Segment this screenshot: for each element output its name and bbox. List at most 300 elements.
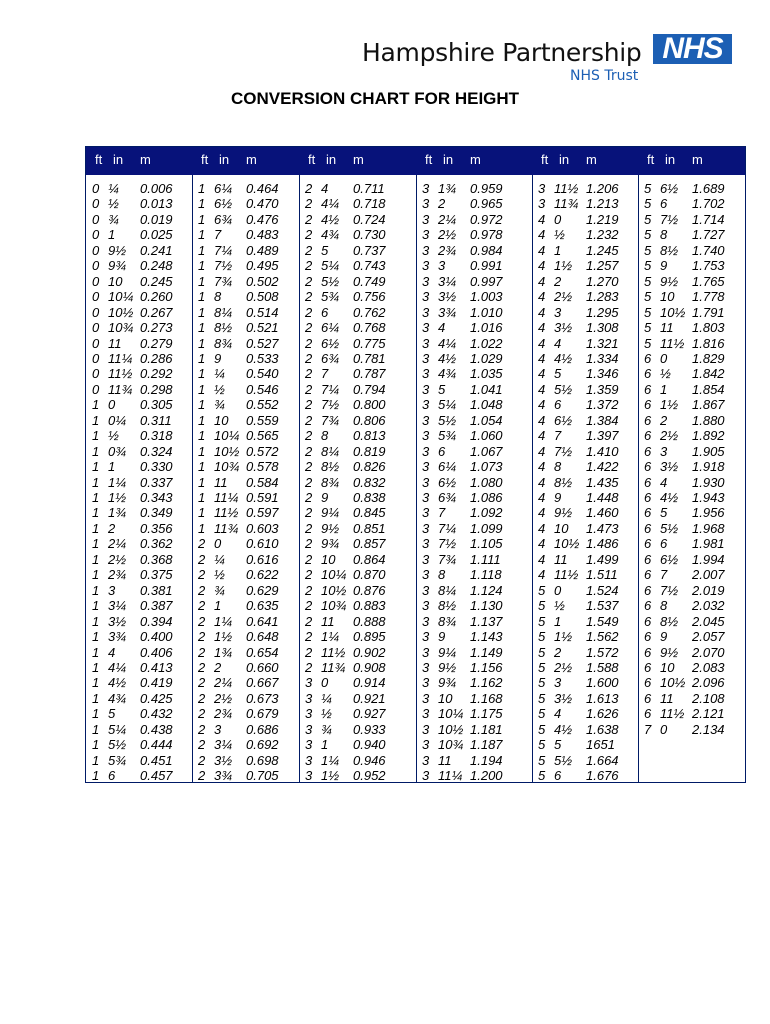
cell-m: 0.641 bbox=[246, 613, 279, 629]
cell-ft: 1 bbox=[92, 659, 100, 675]
cell-in: 4¾ bbox=[438, 366, 457, 382]
cell-in: 10¾ bbox=[108, 320, 134, 336]
table-row bbox=[86, 351, 192, 367]
cell-ft: 1 bbox=[198, 520, 206, 536]
cell-in: 5½ bbox=[321, 273, 340, 289]
cell-in: 10¾ bbox=[214, 459, 240, 475]
cell-ft: 3 bbox=[422, 474, 430, 490]
table-row bbox=[532, 305, 638, 321]
cell-m: 1.562 bbox=[586, 629, 619, 645]
table-row bbox=[532, 706, 638, 722]
cell-in: 2½ bbox=[554, 289, 573, 305]
cell-ft: 6 bbox=[644, 551, 652, 567]
table-row bbox=[86, 397, 192, 413]
cell-ft: 1 bbox=[92, 551, 100, 567]
cell-in: 7½ bbox=[660, 211, 679, 227]
table-row bbox=[532, 753, 638, 769]
cell-ft: 1 bbox=[92, 644, 100, 660]
cell-m: 1.994 bbox=[692, 551, 725, 567]
cell-m: 2.032 bbox=[692, 598, 725, 614]
cell-in: 2 bbox=[660, 412, 668, 428]
cell-ft: 4 bbox=[538, 350, 546, 366]
table-row bbox=[532, 737, 638, 753]
cell-m: 1.435 bbox=[586, 474, 619, 490]
table-row bbox=[86, 289, 192, 305]
cell-in: 10½ bbox=[321, 582, 347, 598]
cell-ft: 1 bbox=[198, 211, 206, 227]
table-row bbox=[86, 536, 192, 552]
cell-m: 1.359 bbox=[586, 381, 619, 397]
cell-ft: 3 bbox=[422, 690, 430, 706]
table-row bbox=[299, 336, 416, 352]
cell-m: 0.991 bbox=[470, 258, 503, 274]
cell-in: 4¼ bbox=[438, 335, 457, 351]
cell-ft: 5 bbox=[644, 227, 652, 243]
cell-in: 5¼ bbox=[321, 258, 340, 274]
cell-m: 0.597 bbox=[246, 505, 279, 521]
cell-m: 2.134 bbox=[692, 721, 725, 737]
table-row bbox=[299, 366, 416, 382]
table-row bbox=[299, 243, 416, 259]
table-row bbox=[299, 614, 416, 630]
cell-m: 0.489 bbox=[246, 242, 279, 258]
cell-m: 1.486 bbox=[586, 536, 619, 552]
cell-in: 2 bbox=[554, 644, 562, 660]
cell-m: 0.800 bbox=[353, 397, 386, 413]
cell-in: 11 bbox=[554, 551, 568, 567]
cell-in: 8½ bbox=[660, 613, 679, 629]
cell-in: 1½ bbox=[321, 768, 340, 784]
cell-in: 4½ bbox=[554, 350, 573, 366]
cell-m: 1.549 bbox=[586, 613, 619, 629]
cell-m: 1.010 bbox=[470, 304, 503, 320]
table-row bbox=[86, 552, 192, 568]
cell-m: 0.375 bbox=[140, 567, 173, 583]
cell-ft: 3 bbox=[422, 366, 430, 382]
cell-m: 0.330 bbox=[140, 459, 173, 475]
cell-m: 1.206 bbox=[586, 181, 619, 196]
cell-ft: 2 bbox=[305, 474, 313, 490]
cell-ft: 3 bbox=[305, 737, 313, 753]
table-row bbox=[299, 181, 416, 197]
cell-ft: 2 bbox=[198, 690, 206, 706]
cell-ft: 2 bbox=[198, 706, 206, 722]
cell-ft: 2 bbox=[305, 490, 313, 505]
header-m-label: m bbox=[470, 152, 481, 167]
cell-ft: 0 bbox=[92, 196, 100, 212]
cell-ft: 5 bbox=[538, 690, 546, 706]
cell-m: 1.067 bbox=[470, 443, 503, 459]
cell-in: 8 bbox=[214, 289, 222, 305]
table-row bbox=[638, 614, 747, 630]
cell-in: 4 bbox=[660, 474, 668, 490]
cell-in: ½ bbox=[214, 567, 225, 583]
table-row bbox=[86, 305, 192, 321]
cell-m: 0.826 bbox=[353, 459, 386, 475]
cell-in: 10 bbox=[660, 659, 675, 675]
table-row bbox=[532, 243, 638, 259]
table-row bbox=[192, 598, 299, 614]
cell-m: 1.194 bbox=[470, 752, 503, 768]
table-row bbox=[86, 196, 192, 212]
cell-ft: 0 bbox=[92, 289, 100, 305]
cell-in: 1 bbox=[214, 598, 222, 614]
table-row bbox=[638, 598, 747, 614]
cell-m: 1.572 bbox=[586, 644, 619, 660]
cell-m: 0.267 bbox=[140, 304, 173, 320]
cell-in: 10¼ bbox=[108, 289, 134, 305]
cell-ft: 5 bbox=[644, 335, 652, 351]
cell-in: ¼ bbox=[321, 690, 332, 706]
cell-m: 0.997 bbox=[470, 273, 503, 289]
cell-m: 1.892 bbox=[692, 428, 725, 444]
table-row bbox=[532, 475, 638, 491]
cell-m: 0.679 bbox=[246, 706, 279, 722]
cell-in: 1½ bbox=[214, 629, 233, 645]
cell-ft: 6 bbox=[644, 706, 652, 722]
cell-m: 0.756 bbox=[353, 289, 386, 305]
table-row bbox=[299, 397, 416, 413]
cell-ft: 1 bbox=[198, 258, 206, 274]
table-row bbox=[416, 722, 532, 738]
cell-m: 0.019 bbox=[140, 211, 173, 227]
table-row bbox=[416, 227, 532, 243]
cell-ft: 6 bbox=[644, 397, 652, 413]
cell-ft: 3 bbox=[422, 567, 430, 583]
cell-in: 11½ bbox=[660, 335, 685, 351]
cell-m: 2.083 bbox=[692, 659, 725, 675]
cell-in: 1¾ bbox=[214, 644, 233, 660]
table-row bbox=[416, 567, 532, 583]
cell-in: 4¾ bbox=[321, 227, 340, 243]
cell-ft: 3 bbox=[305, 706, 313, 722]
cell-in: 4¾ bbox=[108, 690, 127, 706]
table-row bbox=[192, 212, 299, 228]
cell-ft: 2 bbox=[198, 659, 206, 675]
cell-m: 0.603 bbox=[246, 520, 279, 536]
cell-in: 6¼ bbox=[214, 181, 233, 196]
table-row bbox=[416, 351, 532, 367]
table-row bbox=[299, 490, 416, 506]
cell-in: 5½ bbox=[108, 737, 127, 753]
cell-m: 0.387 bbox=[140, 598, 173, 614]
cell-m: 1.105 bbox=[470, 536, 503, 552]
cell-m: 0.813 bbox=[353, 428, 386, 444]
cell-ft: 5 bbox=[644, 242, 652, 258]
cell-in: 7¼ bbox=[438, 520, 457, 536]
table-row bbox=[86, 212, 192, 228]
cell-m: 0.927 bbox=[353, 706, 386, 722]
cell-m: 0.406 bbox=[140, 644, 173, 660]
cell-in: 0 bbox=[554, 582, 562, 598]
cell-in: 4 bbox=[108, 644, 116, 660]
cell-in: 5 bbox=[554, 366, 562, 382]
table-row bbox=[638, 536, 747, 552]
cell-in: 10¾ bbox=[438, 737, 464, 753]
cell-ft: 1 bbox=[198, 459, 206, 475]
cell-m: 1.245 bbox=[586, 242, 619, 258]
table-row bbox=[86, 243, 192, 259]
cell-ft: 2 bbox=[198, 536, 206, 552]
cell-m: 0.394 bbox=[140, 613, 173, 629]
table-row bbox=[86, 320, 192, 336]
cell-in: 7¾ bbox=[214, 273, 233, 289]
cell-m: 1.676 bbox=[586, 768, 619, 784]
table-row bbox=[299, 552, 416, 568]
table-row bbox=[416, 196, 532, 212]
table-row bbox=[192, 521, 299, 537]
table-row bbox=[299, 305, 416, 321]
cell-in: 6 bbox=[554, 397, 562, 413]
table-row bbox=[638, 675, 747, 691]
table-row bbox=[86, 521, 192, 537]
cell-ft: 4 bbox=[538, 567, 546, 583]
cell-m: 1.740 bbox=[692, 242, 725, 258]
cell-m: 0.838 bbox=[353, 490, 386, 505]
cell-in: ¼ bbox=[214, 366, 225, 382]
cell-in: 2¼ bbox=[108, 536, 127, 552]
table-row bbox=[299, 274, 416, 290]
table-row bbox=[416, 305, 532, 321]
table-row bbox=[192, 382, 299, 398]
cell-ft: 4 bbox=[538, 490, 546, 505]
cell-ft: 3 bbox=[422, 350, 430, 366]
cell-ft: 0 bbox=[92, 304, 100, 320]
table-row bbox=[86, 753, 192, 769]
table-row bbox=[86, 413, 192, 429]
table-row bbox=[192, 196, 299, 212]
cell-ft: 0 bbox=[92, 320, 100, 336]
header-ft-label: ft bbox=[647, 152, 655, 167]
table-row bbox=[532, 196, 638, 212]
table-row bbox=[532, 428, 638, 444]
cell-in: 7½ bbox=[321, 397, 340, 413]
cell-in: 6½ bbox=[214, 196, 233, 212]
cell-m: 0.806 bbox=[353, 412, 386, 428]
table-row bbox=[192, 336, 299, 352]
cell-m: 0.464 bbox=[246, 181, 279, 196]
cell-ft: 5 bbox=[644, 273, 652, 289]
cell-m: 1.778 bbox=[692, 289, 725, 305]
cell-in: 8½ bbox=[660, 242, 679, 258]
cell-ft: 6 bbox=[644, 629, 652, 645]
cell-in: 2½ bbox=[438, 227, 457, 243]
cell-in: 7¾ bbox=[321, 412, 340, 428]
cell-m: 1.270 bbox=[586, 273, 619, 289]
cell-m: 0.648 bbox=[246, 629, 279, 645]
table-row bbox=[638, 336, 747, 352]
cell-m: 1.842 bbox=[692, 366, 725, 382]
cell-m: 1.149 bbox=[470, 644, 503, 660]
cell-ft: 6 bbox=[644, 659, 652, 675]
cell-m: 0.273 bbox=[140, 320, 173, 336]
table-row bbox=[532, 444, 638, 460]
cell-in: 5½ bbox=[554, 381, 573, 397]
cell-ft: 1 bbox=[198, 490, 206, 505]
cell-ft: 2 bbox=[198, 721, 206, 737]
cell-in: 0 bbox=[554, 211, 562, 227]
cell-ft: 1 bbox=[92, 582, 100, 598]
cell-m: 1.854 bbox=[692, 381, 725, 397]
cell-in: 6 bbox=[108, 768, 116, 784]
cell-ft: 2 bbox=[305, 613, 313, 629]
cell-in: 8 bbox=[554, 459, 562, 475]
cell-in: 11½ bbox=[214, 505, 239, 521]
cell-in: 2 bbox=[108, 520, 116, 536]
cell-in: 3¾ bbox=[108, 629, 127, 645]
cell-in: 1 bbox=[321, 737, 329, 753]
table-row bbox=[299, 196, 416, 212]
cell-ft: 1 bbox=[92, 412, 100, 428]
table-row bbox=[532, 536, 638, 552]
cell-m: 0.775 bbox=[353, 335, 386, 351]
table-row bbox=[638, 428, 747, 444]
table-row bbox=[416, 243, 532, 259]
cell-m: 0.845 bbox=[353, 505, 386, 521]
cell-m: 1.283 bbox=[586, 289, 619, 305]
cell-ft: 6 bbox=[644, 490, 652, 505]
table-row bbox=[638, 444, 747, 460]
table-row bbox=[638, 181, 747, 197]
conversion-table bbox=[85, 146, 746, 783]
cell-ft: 4 bbox=[538, 412, 546, 428]
table-row bbox=[86, 428, 192, 444]
cell-ft: 3 bbox=[422, 397, 430, 413]
cell-ft: 3 bbox=[422, 320, 430, 336]
table-row bbox=[416, 258, 532, 274]
cell-ft: 3 bbox=[422, 289, 430, 305]
cell-m: 1.181 bbox=[470, 721, 503, 737]
table-row bbox=[299, 212, 416, 228]
table-row bbox=[192, 459, 299, 475]
cell-ft: 4 bbox=[538, 242, 546, 258]
cell-ft: 3 bbox=[422, 737, 430, 753]
cell-in: ½ bbox=[108, 428, 119, 444]
cell-m: 0.286 bbox=[140, 350, 173, 366]
table-row bbox=[299, 737, 416, 753]
table-column-group bbox=[86, 147, 192, 782]
cell-ft: 3 bbox=[305, 721, 313, 737]
cell-in: 8½ bbox=[321, 459, 340, 475]
table-row bbox=[638, 505, 747, 521]
header-ft-label: ft bbox=[541, 152, 549, 167]
cell-m: 0.673 bbox=[246, 690, 279, 706]
cell-m: 0.457 bbox=[140, 768, 173, 784]
cell-m: 1.829 bbox=[692, 350, 725, 366]
cell-ft: 2 bbox=[305, 551, 313, 567]
table-row bbox=[532, 320, 638, 336]
cell-in: 9 bbox=[660, 629, 668, 645]
cell-in: 7½ bbox=[214, 258, 233, 274]
cell-ft: 3 bbox=[422, 768, 430, 784]
page-title: CONVERSION CHART FOR HEIGHT bbox=[231, 89, 520, 108]
table-row bbox=[192, 737, 299, 753]
cell-m: 0.737 bbox=[353, 242, 386, 258]
cell-in: 3¾ bbox=[214, 768, 233, 784]
cell-m: 1.092 bbox=[470, 505, 503, 521]
cell-ft: 4 bbox=[538, 459, 546, 475]
cell-m: 0.972 bbox=[470, 211, 503, 227]
table-row bbox=[192, 305, 299, 321]
table-row bbox=[192, 475, 299, 491]
cell-m: 0.470 bbox=[246, 196, 279, 212]
cell-ft: 1 bbox=[198, 412, 206, 428]
table-row bbox=[416, 336, 532, 352]
cell-in: 6¼ bbox=[321, 320, 340, 336]
cell-m: 0.654 bbox=[246, 644, 279, 660]
cell-m: 0.356 bbox=[140, 520, 173, 536]
cell-in: 1 bbox=[554, 242, 562, 258]
cell-m: 0.419 bbox=[140, 675, 173, 691]
cell-m: 1.918 bbox=[692, 459, 725, 475]
cell-m: 1.499 bbox=[586, 551, 619, 567]
cell-m: 1.613 bbox=[586, 690, 619, 706]
cell-in: 2¾ bbox=[214, 706, 233, 722]
cell-m: 0.025 bbox=[140, 227, 173, 243]
cell-ft: 1 bbox=[198, 397, 206, 413]
cell-in: 7½ bbox=[554, 443, 573, 459]
cell-in: 4½ bbox=[321, 211, 340, 227]
cell-m: 0.279 bbox=[140, 335, 173, 351]
cell-in: 6 bbox=[660, 196, 668, 212]
cell-m: 1.175 bbox=[470, 706, 503, 722]
cell-ft: 1 bbox=[198, 196, 206, 212]
cell-in: 5 bbox=[321, 242, 329, 258]
cell-ft: 1 bbox=[92, 490, 100, 505]
table-row bbox=[86, 660, 192, 676]
cell-in: 1½ bbox=[660, 397, 679, 413]
cell-in: 3½ bbox=[554, 320, 573, 336]
cell-ft: 5 bbox=[538, 752, 546, 768]
cell-ft: 4 bbox=[538, 304, 546, 320]
cell-in: 3 bbox=[554, 304, 562, 320]
cell-in: 1 bbox=[108, 459, 116, 475]
cell-m: 0.851 bbox=[353, 520, 386, 536]
cell-m: 1.118 bbox=[470, 567, 502, 583]
cell-m: 1.473 bbox=[586, 520, 619, 536]
cell-m: 0.965 bbox=[470, 196, 503, 212]
cell-ft: 2 bbox=[198, 675, 206, 691]
cell-m: 0.362 bbox=[140, 536, 173, 552]
cell-ft: 4 bbox=[538, 335, 546, 351]
cell-ft: 3 bbox=[422, 629, 430, 645]
cell-ft: 6 bbox=[644, 644, 652, 660]
cell-in: ½ bbox=[660, 366, 671, 382]
cell-m: 0.819 bbox=[353, 443, 386, 459]
cell-m: 1.968 bbox=[692, 520, 725, 536]
nhs-logo: NHS bbox=[653, 34, 732, 64]
table-row bbox=[86, 227, 192, 243]
cell-m: 1.156 bbox=[470, 659, 503, 675]
cell-ft: 1 bbox=[198, 474, 206, 490]
table-row bbox=[416, 505, 532, 521]
table-row bbox=[638, 521, 747, 537]
header-m-label: m bbox=[353, 152, 364, 167]
cell-ft: 5 bbox=[538, 721, 546, 737]
cell-in: 3¼ bbox=[214, 737, 233, 753]
cell-m: 2.096 bbox=[692, 675, 725, 691]
table-row bbox=[532, 614, 638, 630]
cell-m: 1.905 bbox=[692, 443, 725, 459]
table-row bbox=[638, 366, 747, 382]
table-row bbox=[416, 289, 532, 305]
cell-m: 1.035 bbox=[470, 366, 503, 382]
cell-m: 1.714 bbox=[692, 211, 725, 227]
cell-ft: 4 bbox=[538, 474, 546, 490]
cell-ft: 0 bbox=[92, 258, 100, 274]
cell-ft: 6 bbox=[644, 350, 652, 366]
cell-in: 6¾ bbox=[214, 211, 233, 227]
